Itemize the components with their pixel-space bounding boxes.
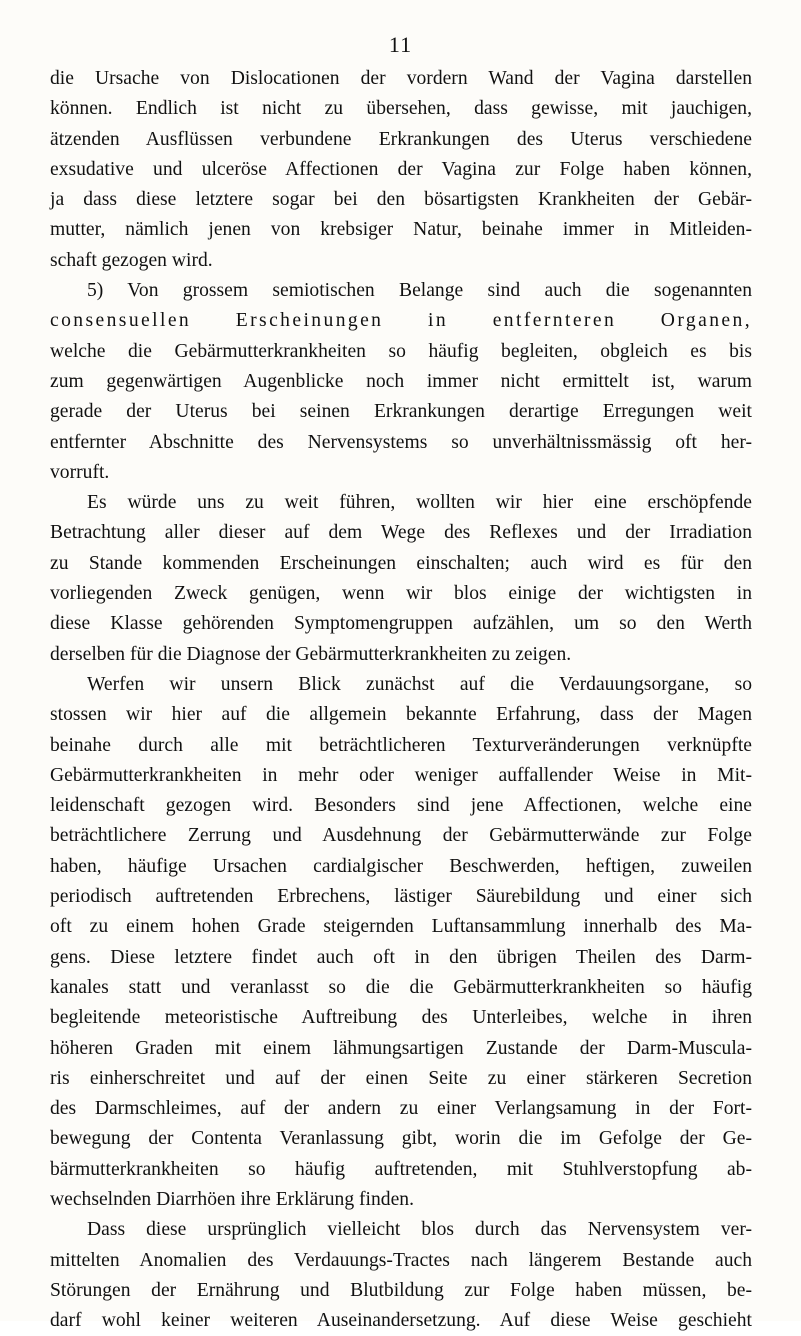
text-line: zum gegenwärtigen Augenblicke noch immer nicht ermittelt ist, warum — [50, 370, 752, 392]
page-number: 11 — [388, 32, 413, 57]
text-line: vorruft. — [50, 461, 110, 483]
text-line: mittelten Anomalien des Verdauungs-Tractes nach längerem Bestande auch — [50, 1249, 752, 1271]
text-line: beträchtlichere Zerrung und Ausdehnung der Gebärmutterwände zur Folge — [50, 825, 752, 847]
text-line: wechselnden Diarrhöen ihre Erklärung finden. — [50, 1188, 414, 1210]
text-line: kanales statt und veranlasst so die die Gebärmutterkrankheiten so häufig — [50, 976, 752, 998]
text-line: höheren Graden mit einem lähmungsartigen Zustande der Darm-Muscula- — [50, 1037, 752, 1059]
text-line: ris einherschreitet und auf der einen Seite zu einer stärkeren Secretion — [50, 1067, 752, 1089]
text-line: entfernter Abschnitte des Nervensystems so unverhältnissmässig oft her- — [50, 431, 752, 453]
text-line: Betrachtung aller dieser auf dem Wege des Reflexes und der Irradiation — [50, 522, 752, 544]
text-line: Werfen wir unsern Blick zunächst auf die Verdauungsorgane, so — [87, 673, 752, 695]
text-line: oft zu einem hohen Grade steigernden Luftansammlung innerhalb des Ma- — [50, 916, 752, 938]
text-line: gerade der Uterus bei seinen Erkrankungen derartige Erregungen weit — [50, 401, 752, 423]
text-line: schaft gezogen wird. — [50, 249, 213, 271]
text-line: stossen wir hier auf die allgemein bekannte Erfahrung, dass der Magen — [50, 704, 752, 726]
text-line: 5) Von grossem semiotischen Belange sind auch die sogenannten — [87, 280, 752, 302]
text-line: mutter, nämlich jenen von krebsiger Natur, beinahe immer in Mitleiden- — [50, 219, 752, 241]
text-line: ja dass diese letztere sogar bei den bösartigsten Krankheiten der Gebär- — [50, 189, 752, 211]
text-line: periodisch auftretenden Erbrechens, lästiger Säurebildung und einer sich — [50, 886, 752, 908]
text-line: ätzenden Ausflüssen verbundene Erkrankungen des Uterus verschiedene — [50, 128, 752, 150]
text-line: welche die Gebärmutterkrankheiten so häufig begleiten, obgleich es bis — [50, 340, 752, 362]
text-line: darf wohl keiner weiteren Auseinandersetzung. Auf diese Weise geschieht — [50, 1310, 752, 1332]
text-line: gens. Diese letztere findet auch oft in den übrigen Theilen des Darm- — [50, 946, 752, 968]
text-line: leidenschaft gezogen wird. Besonders sind jene Affectionen, welche eine — [50, 795, 752, 817]
text-line: beinahe durch alle mit beträchtlicheren Texturveränderungen verknüpfte — [50, 734, 752, 756]
text-line: zu Stande kommenden Erscheinungen einschalten; auch wird es für den — [50, 552, 752, 574]
text-line: Es würde uns zu weit führen, wollten wir hier eine erschöpfende — [87, 492, 752, 514]
text-line: bewegung der Contenta Veranlassung gibt, worin die im Gefolge der Ge- — [50, 1128, 752, 1150]
text-line: diese Klasse gehörenden Symptomengruppen aufzählen, um so den Werth — [50, 613, 752, 635]
text-line: Dass diese ursprünglich vielleicht blos durch das Nervensystem ver- — [87, 1219, 752, 1241]
text-line: bärmutterkrankheiten so häufig auftretenden, mit Stuhlverstopfung ab- — [50, 1158, 752, 1180]
text-line: derselben für die Diagnose der Gebärmutterkrankheiten zu zeigen. — [50, 643, 572, 665]
text-line: des Darmschleimes, auf der andern zu einer Verlangsamung in der Fort- — [50, 1098, 752, 1120]
text-line: können. Endlich ist nicht zu übersehen, dass gewisse, mit jauchigen, — [50, 98, 752, 120]
body-text — [50, 64, 752, 1336]
text-line: consensuellen Erscheinungen in entfernteren Organen, — [50, 310, 752, 332]
text-line: begleitende meteoristische Auftreibung des Unterleibes, welche in ihren — [50, 1007, 752, 1029]
text-line: vorliegenden Zweck genügen, wenn wir blos einige der wichtigsten in — [50, 583, 752, 605]
text-line: exsudative und ulceröse Affectionen der Vagina zur Folge haben können, — [50, 158, 752, 180]
text-line: Störungen der Ernährung und Blutbildung zur Folge haben müssen, be- — [50, 1279, 752, 1301]
text-line: Gebärmutterkrankheiten in mehr oder weniger auffallender Weise in Mit- — [50, 764, 752, 786]
text-line: haben, häufige Ursachen cardialgischer Beschwerden, heftigen, zuweilen — [50, 855, 752, 877]
text-line: die Ursache von Dislocationen der vordern Wand der Vagina darstellen — [50, 68, 752, 89]
